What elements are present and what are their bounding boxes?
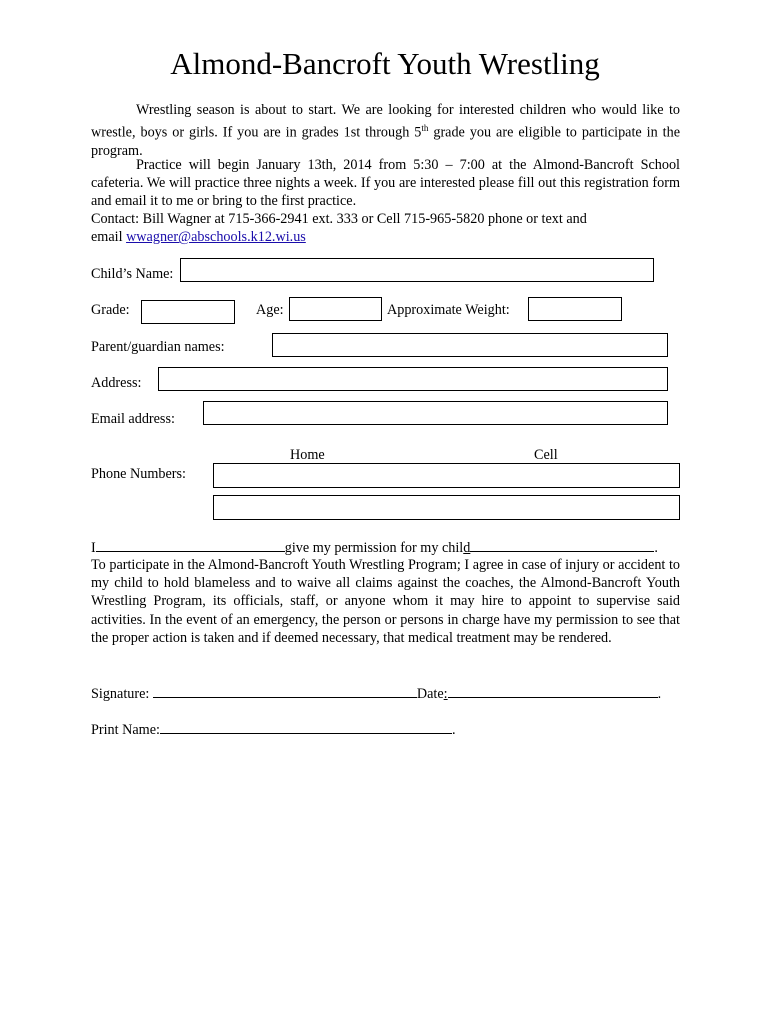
- print-name-label: Print Name:: [91, 722, 160, 738]
- contact-paragraph: [91, 210, 680, 246]
- intro-paragraph-1: [91, 101, 680, 160]
- parents-label: Parent/guardian names:: [91, 339, 225, 355]
- age-label: Age:: [256, 302, 284, 318]
- phone-label: Phone Numbers:: [91, 466, 186, 482]
- email-field[interactable]: [203, 401, 668, 425]
- parent-name-blank[interactable]: [96, 538, 285, 552]
- print-name-end: .: [451, 722, 456, 738]
- grade-field[interactable]: [141, 300, 235, 324]
- signature-blank[interactable]: [153, 684, 417, 698]
- page-title: Almond-Bancroft Youth Wrestling: [170, 46, 600, 81]
- date-label: Date: [416, 686, 444, 702]
- date-blank[interactable]: [448, 684, 658, 698]
- signature-end: .: [657, 686, 662, 702]
- weight-label: Approximate Weight:: [387, 302, 510, 318]
- email-prefix: email: [91, 229, 127, 246]
- intro-text-a: Wrestling season is about to start. We are looking for interested children who would like to wrestle, boys or girls. If you are in grades 1st through 5: [91, 102, 680, 141]
- intro-superscript: th: [421, 123, 429, 134]
- phone-cell-label: Cell: [534, 447, 558, 463]
- grade-label: Grade:: [91, 302, 130, 318]
- permission-mid-under: d: [463, 540, 471, 556]
- phone-home-label: Home: [290, 447, 325, 463]
- phone-home-field[interactable]: [213, 463, 680, 488]
- intro-text-b: grade you are eligible to participate in the program.: [91, 124, 680, 160]
- intro-paragraph-2: Practice will begin January 13th, 2014 from 5:30 – 7:00 at the Almond-Bancroft School cafeteria. We will practice three nights a week. If you are interested please fill out this registration form and email it to me or bring to the first practice.: [91, 157, 680, 210]
- permission-end: .: [654, 540, 658, 556]
- weight-field[interactable]: [528, 297, 622, 321]
- address-field[interactable]: [158, 367, 668, 391]
- child-name-label: Child’s Name:: [91, 266, 174, 282]
- date-colon: :: [443, 686, 448, 702]
- parents-field[interactable]: [272, 333, 668, 357]
- print-name-blank[interactable]: [160, 720, 452, 734]
- signature-line: [91, 684, 661, 703]
- child-name-blank[interactable]: [470, 538, 654, 552]
- age-field[interactable]: [289, 297, 382, 321]
- print-name-line: [91, 720, 456, 739]
- phone-cell-field[interactable]: [213, 495, 680, 520]
- permission-text: To participate in the Almond-Bancroft Youth Wrestling Program; I agree in case of injury or accident to my child to hold blameless and to waive all claims against the coaches, the Almond-Bancroft Youth Wrestling Program, its officials, staff, or anyone whom it may hire to appoint to supervise said activities. In the event of an emergency, the person or persons in charge have my permission to see that the proper action is taken and if deemed necessary, that medical treatment may be rendered.: [91, 557, 680, 646]
- contact-email-link[interactable]: wwagner@abschools.k12.wi.us: [126, 229, 306, 246]
- permission-middle: give my permission for my chil: [284, 540, 464, 556]
- permission-prefix: I: [91, 540, 96, 556]
- address-label: Address:: [91, 375, 142, 391]
- email-label: Email address:: [91, 411, 175, 427]
- child-name-field[interactable]: [180, 258, 654, 282]
- permission-line: [91, 538, 680, 557]
- signature-label: Signature:: [91, 686, 150, 702]
- contact-text: Contact: Bill Wagner at 715-366-2941 ext. 333 or Cell 715-965-5820 phone or text and: [91, 211, 587, 227]
